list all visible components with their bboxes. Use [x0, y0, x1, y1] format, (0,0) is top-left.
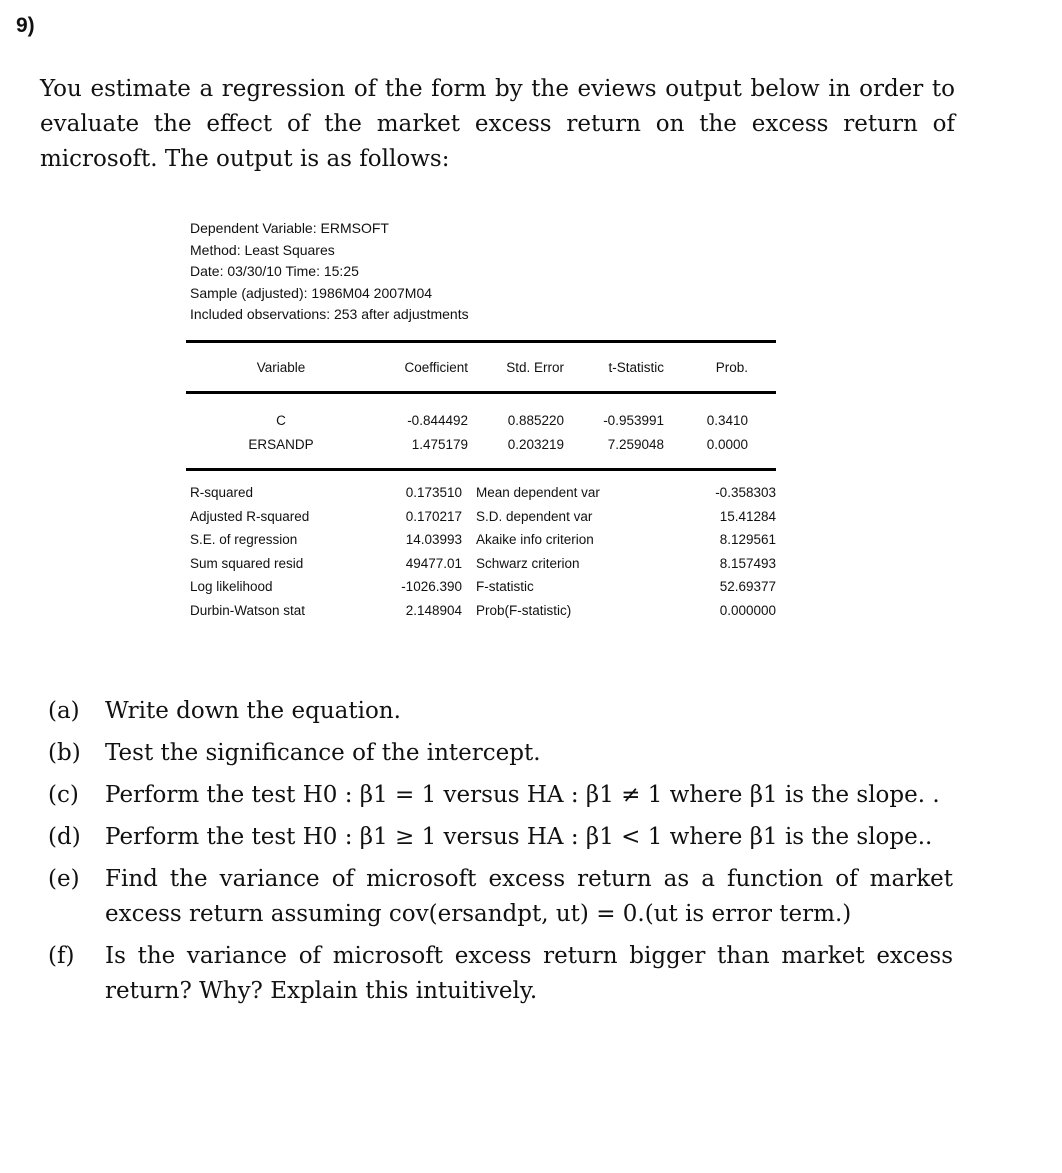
stat-label: Akaike info criterion	[476, 532, 594, 548]
stat-label: Sum squared resid	[190, 555, 304, 571]
stat-row	[186, 575, 776, 599]
part-label: (a)	[48, 698, 80, 724]
cell: ERSANDP	[248, 436, 314, 452]
header-prob: Prob.	[715, 359, 748, 375]
stat-label: Prob(F-statistic)	[476, 602, 572, 618]
intro-paragraph: You estimate a regression of the form by the eviews output below in order to evaluate the effect of the market excess return on the excess return of microsoft. The output is as follows:	[40, 76, 955, 172]
stat-label: F-statistic	[476, 579, 534, 595]
eviews-output-table	[186, 340, 776, 622]
part-label: (e)	[48, 866, 80, 892]
part-b	[48, 736, 953, 771]
stat-label: R-squared	[190, 485, 254, 501]
table-header	[186, 343, 776, 391]
stat-value: 14.03993	[405, 532, 462, 548]
coefficient-rows	[186, 394, 776, 468]
stat-value: 49477.01	[405, 555, 462, 571]
eviews-header	[190, 218, 469, 326]
cell: C	[276, 412, 286, 428]
sample: Sample (adjusted): 1986M04 2007M04	[190, 284, 433, 301]
cell: -0.844492	[407, 412, 468, 428]
stat-value: 52.69377	[719, 579, 776, 595]
stat-value: 2.148904	[405, 602, 462, 618]
stat-row	[186, 481, 776, 505]
part-text: Perform the test H0 : β1 = 1 versus HA : β1 ≠ 1 where β1 is the slope. .	[105, 782, 940, 808]
question-parts	[48, 694, 953, 1016]
stat-label: Mean dependent var	[476, 485, 600, 501]
part-text: Write down the equation.	[105, 698, 401, 724]
dependent-variable: Dependent Variable: ERMSOFT	[190, 220, 389, 236]
stat-value: -0.358303	[715, 485, 776, 501]
cell: -0.953991	[603, 412, 664, 428]
table-row	[186, 408, 776, 432]
part-label: (b)	[48, 740, 81, 766]
question-number: 9)	[16, 14, 35, 37]
cell: 0.885220	[507, 412, 564, 428]
header-variable: Variable	[256, 359, 306, 375]
part-label: (f)	[48, 943, 75, 969]
stat-value: 8.157493	[719, 555, 776, 571]
stat-value: 0.170217	[405, 508, 462, 524]
part-text: Find the variance of microsoft excess return as a function of market excess return assuming cov(ersandpt, ut) = 0.(ut is error term.)	[105, 866, 953, 927]
stat-row	[186, 505, 776, 529]
stat-value: -1026.390	[401, 579, 462, 595]
stat-label: Schwarz criterion	[476, 555, 580, 571]
method: Method: Least Squares	[190, 241, 335, 258]
cell: 0.3410	[706, 412, 748, 428]
date-time: Date: 03/30/10 Time: 15:25	[190, 263, 359, 279]
cell: 1.475179	[411, 436, 468, 452]
summary-stats	[186, 471, 776, 622]
part-text: Perform the test H0 : β1 ≥ 1 versus HA : β1 < 1 where β1 is the slope..	[105, 824, 933, 850]
part-label: (d)	[48, 824, 81, 850]
table-row	[186, 432, 776, 456]
stat-row	[186, 552, 776, 576]
observations: Included observations: 253 after adjustments	[190, 306, 469, 322]
stat-label: Log likelihood	[190, 579, 273, 595]
stat-value: 0.000000	[719, 602, 776, 618]
part-e	[48, 862, 953, 932]
cell: 0.0000	[706, 436, 748, 452]
stat-value: 15.41284	[719, 508, 776, 524]
stat-value: 0.173510	[405, 485, 462, 501]
part-text: Test the significance of the intercept.	[105, 740, 541, 766]
stat-value: 8.129561	[719, 532, 776, 548]
cell: 0.203219	[507, 436, 564, 452]
stat-row	[186, 528, 776, 552]
header-t-statistic: t-Statistic	[608, 359, 664, 375]
part-text: Is the variance of microsoft excess return bigger than market excess return? Why? Explain this intuitively.	[105, 943, 953, 1004]
part-c	[48, 778, 953, 813]
stat-label: S.E. of regression	[190, 532, 298, 548]
part-d	[48, 820, 953, 855]
cell: 7.259048	[607, 436, 664, 452]
stat-label: Adjusted R-squared	[190, 508, 310, 524]
header-std-error: Std. Error	[506, 359, 564, 375]
stat-label: Durbin-Watson stat	[190, 602, 306, 618]
stat-row	[186, 599, 776, 623]
part-a	[48, 694, 953, 729]
header-coefficient: Coefficient	[404, 359, 468, 375]
part-f	[48, 939, 953, 1009]
stat-label: S.D. dependent var	[476, 508, 593, 524]
part-label: (c)	[48, 782, 79, 808]
